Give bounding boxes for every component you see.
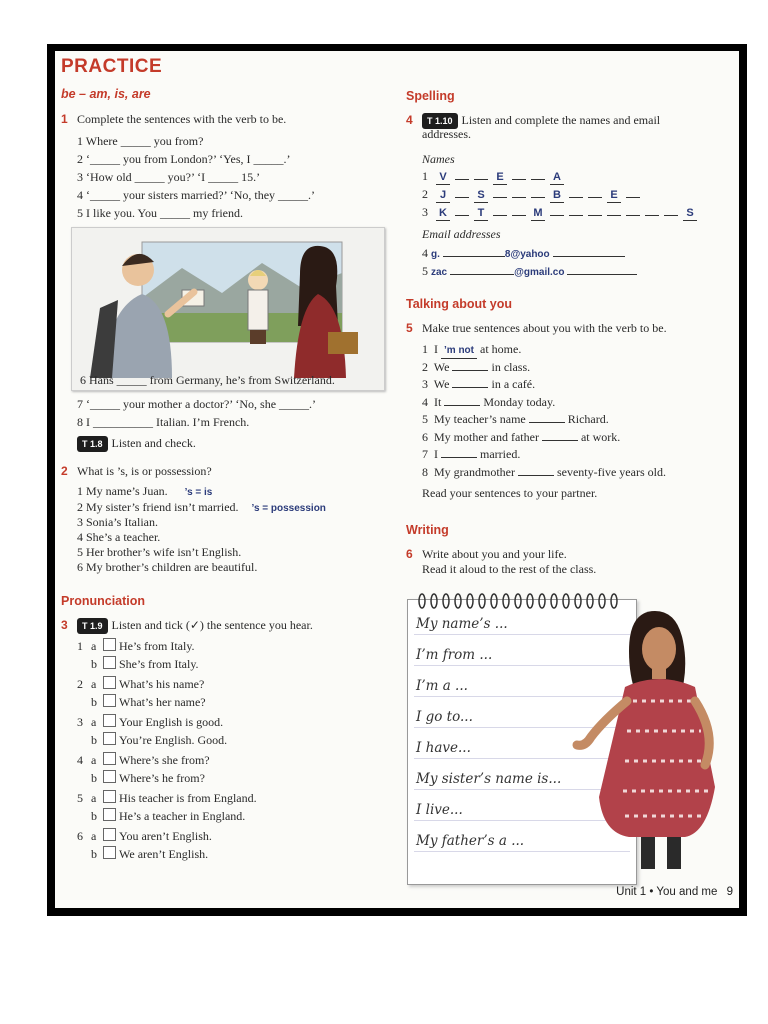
item-text: 5 My teacher’s name bbox=[422, 412, 529, 426]
tick-option bbox=[77, 714, 223, 729]
exercise-number: 5 bbox=[406, 321, 413, 335]
page-footer bbox=[616, 886, 733, 898]
tick-option bbox=[77, 656, 199, 671]
letter-blank: E bbox=[493, 170, 507, 185]
item-text: Richard. bbox=[564, 412, 609, 426]
option-text: We aren’t English. bbox=[119, 847, 209, 861]
photo-illustration bbox=[71, 227, 385, 391]
item-text: in a café. bbox=[488, 377, 536, 391]
letter-blank bbox=[588, 197, 602, 198]
exercise-instruction: Make true sentences about you with the verb to be. bbox=[422, 321, 667, 335]
exercise-instruction: Write about you and your life. bbox=[422, 547, 567, 561]
exercise-item bbox=[77, 484, 212, 500]
tick-checkbox[interactable] bbox=[103, 790, 116, 803]
tick-option bbox=[77, 732, 227, 747]
tick-option bbox=[77, 676, 204, 691]
option-letter: b bbox=[91, 771, 97, 785]
option-text: You’re English. Good. bbox=[119, 733, 228, 747]
audio-track-badge: T 1.9 bbox=[77, 618, 108, 634]
item-text: Monday today. bbox=[480, 394, 556, 409]
item-text: at home. bbox=[477, 342, 522, 356]
section-heading-spelling: Spelling bbox=[406, 89, 455, 103]
blank bbox=[441, 457, 477, 458]
letter-blank: B bbox=[550, 188, 564, 203]
instruction-text: Listen and tick (✓) the sentence you hear. bbox=[111, 618, 313, 632]
option-letter: a bbox=[91, 639, 97, 653]
exercise-item bbox=[422, 430, 620, 444]
blank bbox=[452, 387, 488, 388]
letter-blank bbox=[645, 215, 659, 216]
page-title: PRACTICE bbox=[61, 56, 163, 77]
blank bbox=[542, 440, 578, 441]
section-heading-be: be – am, is, are bbox=[61, 87, 151, 101]
option-letter: b bbox=[91, 657, 97, 671]
exercise-item bbox=[422, 360, 530, 374]
spelling-row bbox=[422, 205, 702, 221]
item-number: 3 bbox=[77, 715, 83, 729]
letter-blank: A bbox=[550, 170, 564, 185]
letter-blank bbox=[607, 215, 621, 216]
handwritten-answer: ’s = is bbox=[184, 487, 213, 498]
woman-illustration bbox=[555, 591, 739, 883]
email-label: Email addresses bbox=[422, 227, 501, 241]
instruction-text: addresses. bbox=[422, 127, 471, 141]
option-letter: a bbox=[91, 715, 97, 729]
picture-caption: 6 Hans _____ from Germany, he’s from Switzerland. bbox=[80, 373, 335, 387]
tick-checkbox[interactable] bbox=[103, 732, 116, 745]
letter-blank bbox=[512, 215, 526, 216]
unit-topic: You and me bbox=[656, 886, 718, 898]
item-text: 1 My name’s Juan. bbox=[77, 484, 168, 498]
letter-blank bbox=[455, 215, 469, 216]
audio-track-badge: T 1.8 bbox=[77, 436, 108, 452]
item-number: 5 bbox=[77, 791, 83, 805]
option-text: Where’s she from? bbox=[119, 753, 210, 767]
tick-checkbox[interactable] bbox=[103, 828, 116, 841]
notebook-line: I’m a ... bbox=[416, 678, 468, 694]
letter-blank bbox=[531, 197, 545, 198]
listen-and-check bbox=[77, 436, 196, 452]
item-text: 1 I bbox=[422, 342, 441, 356]
item-text: 2 My sister’s friend isn’t married. bbox=[77, 500, 239, 514]
option-letter: b bbox=[91, 695, 97, 709]
blank bbox=[444, 405, 480, 406]
letter-blank: K bbox=[436, 206, 450, 221]
item-text: 4 It bbox=[422, 394, 445, 409]
blank bbox=[452, 370, 488, 371]
letter-blank bbox=[455, 197, 469, 198]
blank bbox=[553, 256, 625, 257]
tick-checkbox[interactable] bbox=[103, 676, 116, 689]
letter-blank bbox=[531, 179, 545, 180]
blank bbox=[567, 274, 637, 275]
item-number: 6 bbox=[77, 829, 83, 843]
email-item bbox=[422, 246, 625, 262]
exercise-item: 2 ‘_____ you from London?’ ‘Yes, I _____.’ bbox=[77, 152, 291, 166]
exercise-item: 3 Sonia’s Italian. bbox=[77, 515, 158, 529]
audio-track-badge: T 1.10 bbox=[422, 113, 458, 129]
exercise-item: 4 ‘_____ your sisters married?’ ‘No, they _____.’ bbox=[77, 188, 316, 202]
tick-option bbox=[77, 790, 257, 805]
item-text: 8 My grandmother bbox=[422, 464, 518, 479]
letter-blank bbox=[512, 197, 526, 198]
spelling-row bbox=[422, 187, 645, 203]
exercise-item: 5 I like you. You _____ my friend. bbox=[77, 206, 243, 220]
option-text: He’s a teacher in England. bbox=[119, 809, 246, 823]
item-number: 4 bbox=[77, 753, 83, 767]
letter-blank: T bbox=[474, 206, 488, 221]
handwritten-answer: zac bbox=[431, 267, 448, 278]
tick-option bbox=[77, 846, 208, 861]
letter-blank: J bbox=[436, 188, 450, 203]
handwritten-answer: 8@yahoo bbox=[504, 249, 550, 260]
option-text: His teacher is from England. bbox=[119, 791, 257, 805]
instruction-text: Listen and complete the names and email bbox=[461, 113, 661, 127]
option-letter: a bbox=[91, 677, 97, 691]
option-letter: a bbox=[91, 829, 97, 843]
letter-blank bbox=[626, 215, 640, 216]
item-text: 3 We bbox=[422, 377, 453, 391]
option-letter: b bbox=[91, 847, 97, 861]
blank bbox=[450, 274, 514, 275]
blank bbox=[518, 475, 554, 476]
tick-checkbox[interactable] bbox=[103, 656, 116, 669]
tick-checkbox[interactable] bbox=[103, 752, 116, 765]
notebook-line: I live... bbox=[416, 802, 463, 818]
item-text: 2 We bbox=[422, 359, 453, 374]
letter-blank bbox=[493, 215, 507, 216]
exercise-item bbox=[422, 447, 520, 461]
notebook-line: I go to... bbox=[416, 709, 473, 725]
notebook-line: I’m from ... bbox=[416, 647, 493, 663]
option-text: She’s from Italy. bbox=[119, 657, 199, 671]
unit-label: Unit 1 bbox=[616, 886, 647, 898]
spelling-row bbox=[422, 169, 569, 185]
exercise-item bbox=[422, 377, 535, 391]
letter-blank: V bbox=[436, 170, 450, 185]
option-text: Where’s he from? bbox=[119, 771, 205, 785]
item-text: married. bbox=[477, 447, 521, 461]
tick-checkbox[interactable] bbox=[103, 846, 116, 859]
tick-option bbox=[77, 752, 210, 767]
exercise-instruction: Complete the sentences with the verb to be. bbox=[77, 112, 287, 126]
handwritten-answer: @gmail.co bbox=[514, 267, 565, 278]
characters-illustration bbox=[72, 228, 384, 390]
letter-blank: M bbox=[531, 206, 545, 221]
exercise-number: 4 bbox=[406, 113, 413, 127]
option-text: He’s from Italy. bbox=[119, 639, 195, 653]
closing-instruction: Read your sentences to your partner. bbox=[422, 486, 598, 500]
letter-blank bbox=[569, 197, 583, 198]
blank bbox=[443, 256, 505, 257]
exercise-item bbox=[422, 395, 555, 409]
exercise-item bbox=[422, 465, 666, 479]
letter-blank bbox=[588, 215, 602, 216]
item-number: 5 bbox=[422, 264, 428, 278]
item-number: 2 bbox=[422, 187, 428, 201]
item-number: 1 bbox=[77, 639, 83, 653]
section-heading-talking: Talking about you bbox=[406, 297, 513, 311]
tick-option bbox=[77, 808, 245, 823]
letter-blank bbox=[455, 179, 469, 180]
tick-option bbox=[77, 694, 206, 709]
letter-blank bbox=[664, 215, 678, 216]
item-text: in class. bbox=[488, 359, 531, 374]
item-text: 6 My mother and father bbox=[422, 429, 542, 444]
notebook-line: My name’s ... bbox=[416, 616, 508, 632]
handwritten-answer: ’s = possession bbox=[251, 503, 326, 514]
letter-blank bbox=[550, 215, 564, 216]
option-text: Your English is good. bbox=[119, 715, 224, 729]
tick-option bbox=[77, 638, 195, 653]
blank bbox=[529, 422, 565, 423]
option-letter: a bbox=[91, 791, 97, 805]
option-letter: a bbox=[91, 753, 97, 767]
exercise-item: 5 Her brother’s wife isn’t English. bbox=[77, 545, 242, 559]
letter-blank bbox=[512, 179, 526, 180]
item-number: 4 bbox=[422, 246, 428, 260]
item-text: 7 I bbox=[422, 447, 441, 461]
tick-checkbox[interactable] bbox=[103, 694, 116, 707]
exercise-item: 3 ‘How old _____ you?’ ‘I _____ 15.’ bbox=[77, 170, 261, 184]
option-text: You aren’t English. bbox=[119, 829, 212, 843]
item-number: 1 bbox=[422, 169, 428, 183]
tick-checkbox[interactable] bbox=[103, 808, 116, 821]
letter-blank bbox=[493, 197, 507, 198]
letter-blank: S bbox=[683, 206, 697, 221]
exercise-item: 7 ‘_____ your mother a doctor?’ ‘No, she _____.’ bbox=[77, 397, 317, 411]
exercise-item: 8 I __________ Italian. I’m French. bbox=[77, 415, 250, 429]
tick-checkbox[interactable] bbox=[103, 770, 116, 783]
footer-bullet-icon: • bbox=[649, 886, 657, 898]
letter-blank: S bbox=[474, 188, 488, 203]
listen-text: Listen and check. bbox=[111, 436, 196, 450]
exercise-instruction bbox=[77, 618, 313, 634]
exercise-item bbox=[77, 500, 326, 516]
notebook-line: My father’s a ... bbox=[416, 833, 525, 849]
exercise-instruction: What is ’s, is or possession? bbox=[77, 464, 212, 478]
exercise-item: 6 My brother’s children are beautiful. bbox=[77, 560, 258, 574]
letter-blank bbox=[626, 197, 640, 198]
section-heading-writing: Writing bbox=[406, 523, 449, 537]
exercise-item: 1 Where _____ you from? bbox=[77, 134, 204, 148]
tick-option bbox=[77, 770, 205, 785]
exercise-number: 6 bbox=[406, 547, 413, 561]
tick-checkbox[interactable] bbox=[103, 638, 116, 651]
exercise-item: 4 She’s a teacher. bbox=[77, 530, 161, 544]
option-letter: b bbox=[91, 733, 97, 747]
notebook-line: I have... bbox=[416, 740, 471, 756]
option-text: What’s his name? bbox=[119, 677, 205, 691]
letter-blank bbox=[569, 215, 583, 216]
item-number: 3 bbox=[422, 205, 428, 219]
letter-blank: E bbox=[607, 188, 621, 203]
tick-checkbox[interactable] bbox=[103, 714, 116, 727]
letter-blank bbox=[474, 179, 488, 180]
exercise-number: 3 bbox=[61, 618, 68, 632]
item-number: 2 bbox=[77, 677, 83, 691]
email-item bbox=[422, 264, 637, 280]
item-text: seventy-five years old. bbox=[553, 464, 666, 479]
handwritten-answer: ’m not bbox=[441, 344, 477, 359]
section-heading-pronunciation: Pronunciation bbox=[61, 594, 146, 608]
option-letter: b bbox=[91, 809, 97, 823]
exercise-item bbox=[422, 342, 521, 359]
handwritten-answer: g. bbox=[431, 249, 440, 260]
exercise-instruction: Read it aloud to the rest of the class. bbox=[422, 562, 597, 576]
exercise-item bbox=[422, 412, 609, 426]
tick-option bbox=[77, 828, 212, 843]
exercise-number: 1 bbox=[61, 112, 68, 126]
item-text: at work. bbox=[577, 429, 621, 444]
option-text: What’s her name? bbox=[119, 695, 206, 709]
page-number: 9 bbox=[726, 886, 733, 898]
names-label: Names bbox=[422, 152, 455, 166]
exercise-number: 2 bbox=[61, 464, 68, 478]
textbook-page bbox=[55, 51, 739, 908]
notebook-line: My sister’s name is... bbox=[416, 771, 562, 787]
